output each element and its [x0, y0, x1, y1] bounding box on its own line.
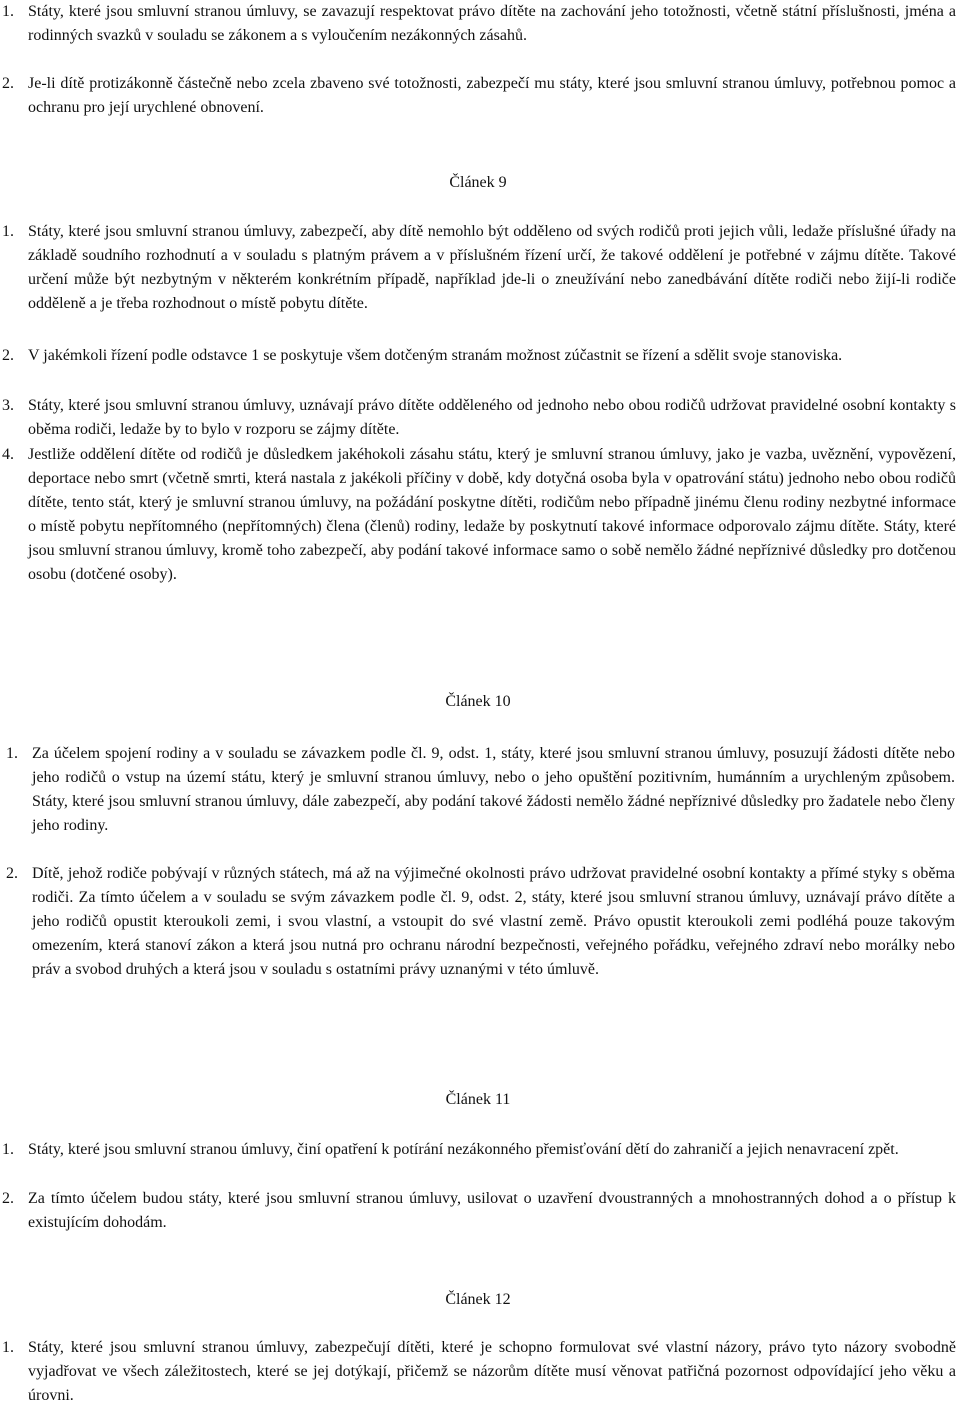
item-number: 2.: [2, 75, 14, 92]
item-text: Jestliže oddělení dítěte od rodičů je důsledkem jakéhokoli zásahu státu, který je smluvní stranou úmluvy, jako je vazba, uvěznění, vypovězení, deportace nebo smrt (včetně smrti, která nastala z jakékoli příčiny v době, kdy dotyčná osoba byla v opatrování státu) jednoho nebo obou rodičů dítěte, tento stát, který je smluvní stranou úmluvy, na požádání poskytne dítěti, rodičům nebo případně jinému členu rodiny nezbytné informace o místě pobytu nepřítomného (nepřítomných) člena (členů) rodiny, ledaže by poskytnutí takové informace odporovalo zájmu dítěte. Státy, které jsou smluvní stranou úmluvy, kromě toho zabezpečí, aby podání takové informace samo o sobě nemělo žádné nepříznivé důsledky pro dotčenou osobu (dotčené osoby).: [28, 446, 956, 583]
article-12-heading: Článek 12: [445, 1291, 511, 1308]
paragraph-intro-1: [2, 0, 956, 48]
item-text: Dítě, jehož rodiče pobývají v různých státech, má až na výjimečné okolnosti právo udržovat pravidelné osobní kontakty a přímé styky s oběma rodiči. Za tímto účelem a v souladu se svým závazkem podle čl. 9, odst. 2, státy, které jsou smluvní stranou úmluvy, uznávají právo dítěte a jeho rodičů opustit kteroukoli zemi, i svou vlastní, a vstoupit do své vlastní země. Právo opustit kteroukoli zemi podléhá pouze takovým omezením, která stanoví zákon a která jsou nutná pro ochranu národní bezpečnosti, veřejného pořádku, veřejného zdraví nebo morálky nebo práv a svobod druhých a která jsou v souladu s ostatními právy uznanými v této úmluvě.: [32, 865, 955, 978]
item-text: Je-li dítě protizákonně částečně nebo zcela zbaveno své totožnosti, zabezpečí mu státy, které jsou smluvní stranou úmluvy, potřebnou pomoc a ochranu pro její urychlené obnovení.: [28, 75, 956, 116]
article-9-heading: Článek 9: [449, 174, 507, 191]
item-number: 2.: [2, 1190, 14, 1207]
item-text: V jakémkoli řízení podle odstavce 1 se poskytuje všem dotčeným stranám možnost zúčastnit se řízení a sdělit svoje stanoviska.: [28, 347, 843, 364]
paragraph-intro-2: [2, 72, 956, 120]
item-text: Státy, které jsou smluvní stranou úmluvy, činí opatření k potírání nezákonného přemisťování dětí do zahraničí a jejich nenavracení zpět.: [28, 1141, 899, 1158]
item-text: Státy, které jsou smluvní stranou úmluvy, uznávají právo dítěte odděleného od jednoho nebo obou rodičů udržovat pravidelné osobní kontakty s oběma rodiči, ledaže by to bylo v rozporu se zájmy dítěte.: [28, 397, 956, 438]
item-number: 4.: [2, 446, 14, 463]
article-11-heading: Článek 11: [445, 1091, 511, 1108]
item-number: 1.: [2, 1339, 14, 1356]
article-11-paragraph-2: [2, 1187, 956, 1235]
item-text: Státy, které jsou smluvní stranou úmluvy, zabezpečí, aby dítě nemohlo být odděleno od svých rodičů proti jejich vůli, ledaže příslušné úřady na základě soudního rozhodnutí a v souladu s platným právem a v příslušném řízení určí, že takové oddělení je potřebné v zájmu dítěte. Takové určení může být nezbytným v některém konkrétním případě, například jde-li o zneužívání nebo zanedbávání dítěte rodiči nebo žijí-li rodiče odděleně a je třeba rozhodnout o místě pobytu dítěte.: [28, 223, 956, 312]
item-text: Státy, které jsou smluvní stranou úmluvy, zabezpečují dítěti, které je schopno formulovat své vlastní názory, právo tyto názory svobodně vyjadřovat ve všech záležitostech, které se jej dotýkají, přičemž se názorům dítěte musí věnovat patřičná pozornost odpovídající jeho věku a úrovni.: [28, 1339, 956, 1404]
article-9-paragraph-2: [2, 344, 956, 368]
item-number: 2.: [2, 347, 14, 364]
article-12-paragraph-1: [2, 1336, 956, 1408]
article-10-paragraph-2: [6, 862, 955, 982]
item-number: 2.: [6, 865, 18, 882]
item-number: 1.: [2, 1141, 14, 1158]
item-number: 3.: [2, 397, 14, 414]
article-9-paragraph-3: [2, 394, 956, 442]
item-number: 1.: [6, 745, 18, 762]
article-9-paragraph-4: [2, 443, 956, 587]
item-text: Za účelem spojení rodiny a v souladu se závazkem podle čl. 9, odst. 1, státy, které jsou smluvní stranou úmluvy, posuzují žádosti dítěte nebo jeho rodičů o vstup na území státu, který je smluvní stranou úmluvy, nebo o jeho opuštění pozitivním, humánním a urychleným způsobem. Státy, které jsou smluvní stranou úmluvy, dále zabezpečí, aby podání takové žádosti nemělo žádné nepříznivé důsledky pro žadatele nebo členy jeho rodiny.: [32, 745, 955, 834]
article-10-paragraph-1: [6, 742, 955, 838]
article-9-paragraph-1: [2, 220, 956, 316]
item-number: 1.: [2, 3, 14, 20]
item-number: 1.: [2, 223, 14, 240]
item-text: Státy, které jsou smluvní stranou úmluvy, se zavazují respektovat právo dítěte na zachování jeho totožnosti, včetně státní příslušnosti, jména a rodinných svazků v souladu se zákonem a s vyloučením nezákonných zásahů.: [28, 3, 956, 44]
article-10-heading: Článek 10: [445, 693, 511, 710]
article-11-paragraph-1: [2, 1138, 956, 1162]
item-text: Za tímto účelem budou státy, které jsou smluvní stranou úmluvy, usilovat o uzavření dvoustranných a mnohostranných dohod a o přístup k existujícím dohodám.: [28, 1190, 956, 1231]
